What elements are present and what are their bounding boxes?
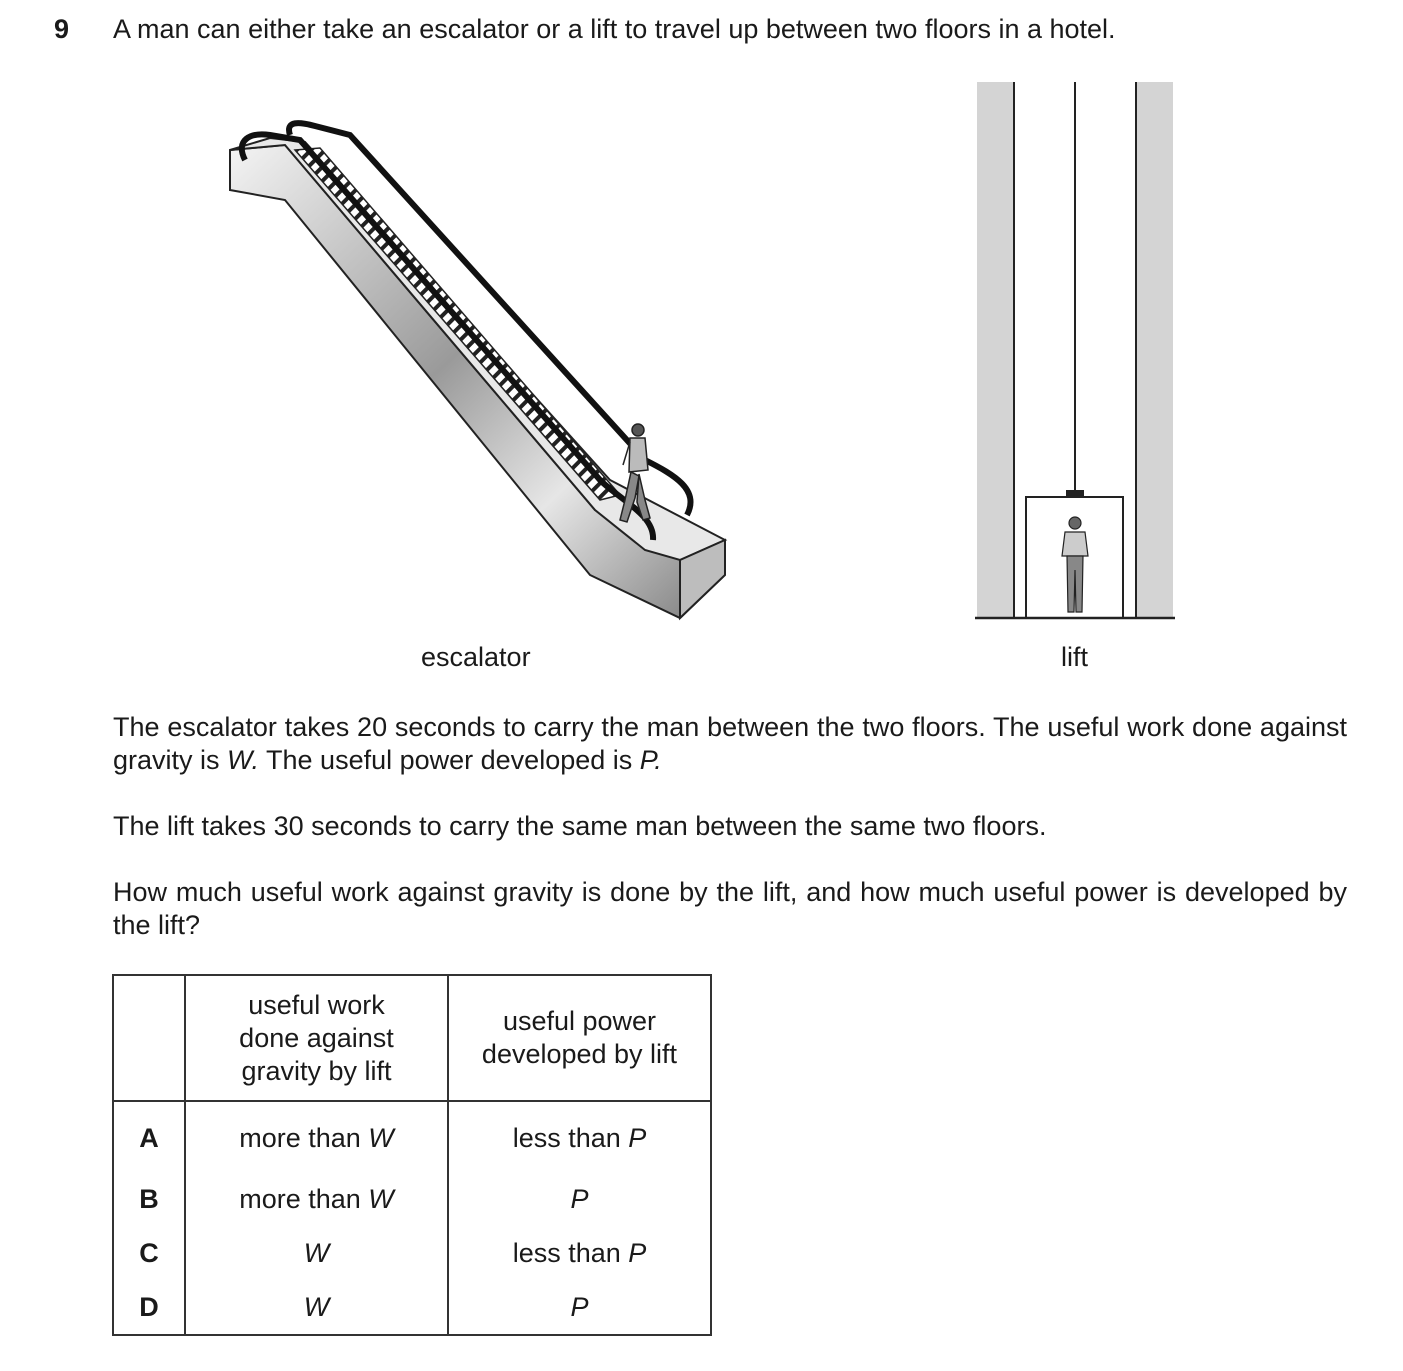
option-work	[185, 1226, 448, 1280]
variable-p: P	[570, 1291, 589, 1322]
shaft-wall-right	[1136, 82, 1173, 618]
option-text: more than	[239, 1122, 369, 1153]
lift-illustration	[975, 80, 1177, 625]
header-power	[448, 975, 711, 1101]
paragraph-lift: The lift takes 30 seconds to carry the same man between the same two floors.	[113, 811, 1047, 841]
option-text: more than	[239, 1183, 369, 1214]
option-letter[interactable]: B	[113, 1172, 185, 1226]
option-row-b[interactable]	[113, 1172, 711, 1226]
option-power	[448, 1280, 711, 1335]
paragraph-text: The escalator takes 20 seconds to carry the man between the two floors. The useful work done against gravity is	[113, 712, 1347, 775]
variable-w: W.	[227, 745, 260, 775]
escalator-caption: escalator	[421, 642, 531, 672]
option-letter[interactable]: A	[113, 1101, 185, 1172]
variable-w: W	[368, 1183, 394, 1214]
option-text: less than	[512, 1122, 629, 1153]
answer-options-table	[112, 974, 712, 1336]
question-number: 9	[54, 14, 70, 44]
option-work	[185, 1101, 448, 1172]
header-line: done against	[239, 1022, 394, 1053]
header-line: developed by lift	[481, 1039, 678, 1069]
paragraph-text: The useful power developed is	[259, 745, 640, 775]
option-work	[185, 1172, 448, 1226]
option-letter[interactable]: D	[113, 1280, 185, 1335]
header-line: gravity by lift	[241, 1055, 392, 1086]
question-stem: A man can either take an escalator or a lift to travel up between two floors in a hotel.	[113, 14, 1116, 44]
option-power	[448, 1101, 711, 1172]
variable-w: W	[303, 1237, 330, 1268]
header-work	[185, 975, 448, 1101]
option-row-c[interactable]	[113, 1226, 711, 1280]
option-power	[448, 1172, 711, 1226]
escalator-illustration	[225, 120, 735, 625]
option-row-a[interactable]	[113, 1101, 711, 1172]
variable-p: P	[570, 1183, 589, 1214]
header-line: useful power	[502, 1006, 657, 1036]
shaft-wall-left	[977, 82, 1014, 618]
variable-w: W	[303, 1291, 330, 1322]
option-power	[448, 1226, 711, 1280]
option-work	[185, 1280, 448, 1335]
header-line: useful work	[248, 989, 385, 1020]
header-empty-cell	[113, 975, 185, 1101]
variable-p: P	[628, 1122, 647, 1153]
paragraph-escalator	[113, 711, 1347, 777]
variable-p: P.	[639, 745, 662, 775]
lift-caption: lift	[1061, 642, 1088, 672]
option-letter[interactable]: C	[113, 1226, 185, 1280]
option-row-d[interactable]	[113, 1280, 711, 1335]
variable-p: P	[628, 1237, 647, 1268]
paragraph-question: How much useful work against gravity is done by the lift, and how much useful power is developed by the lift?	[113, 877, 1347, 940]
option-text: less than	[512, 1237, 629, 1268]
variable-w: W	[368, 1122, 394, 1153]
